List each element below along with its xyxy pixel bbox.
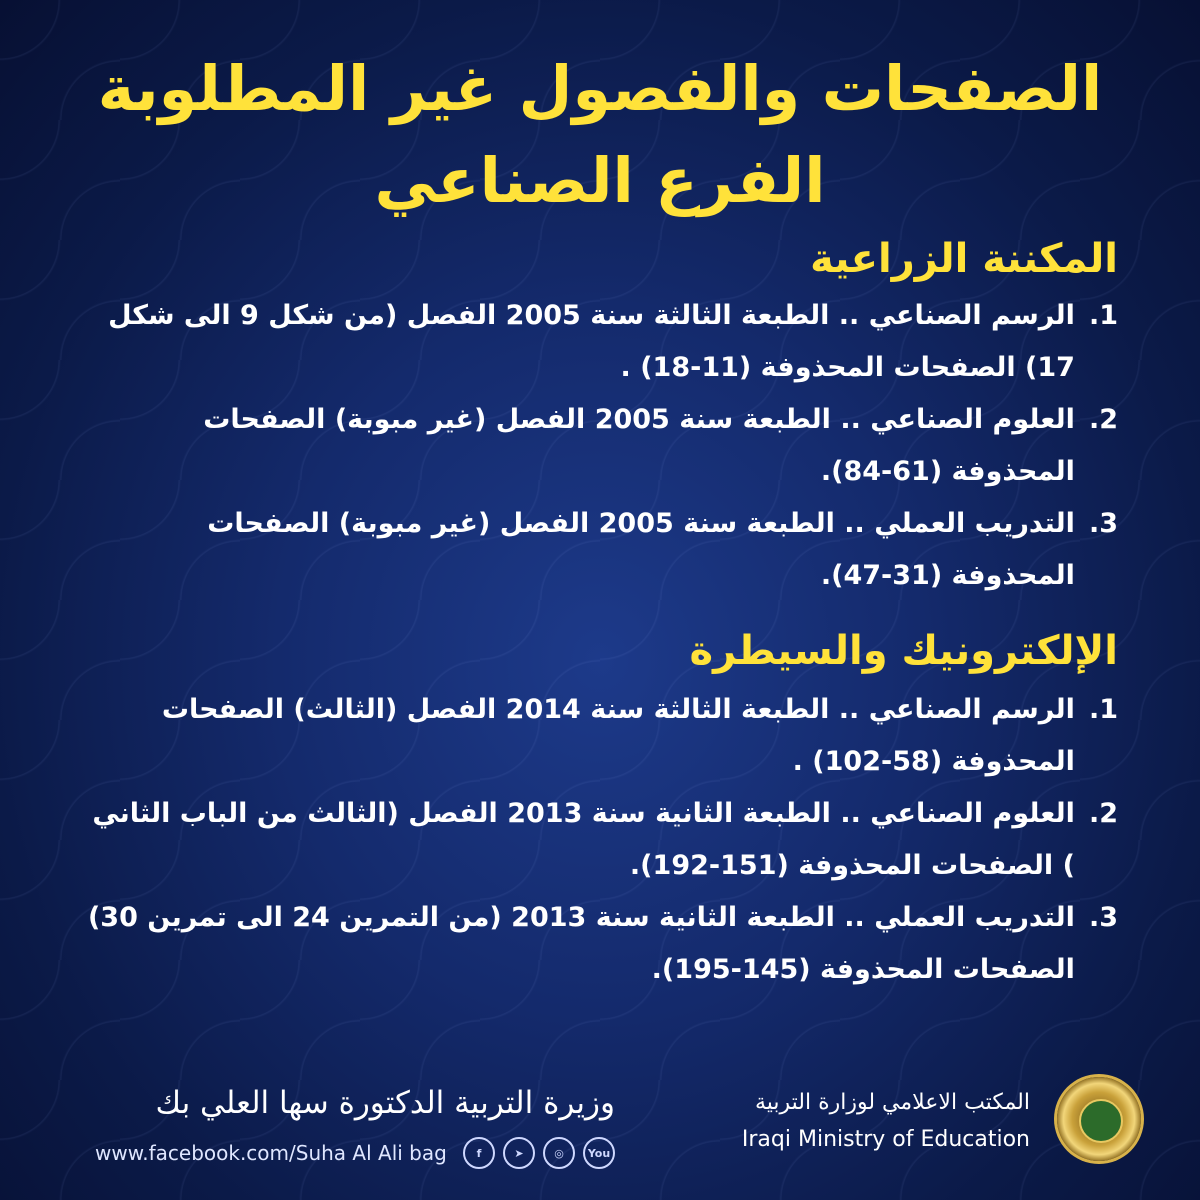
page-title: الصفحات والفصول غير المطلوبة [97, 52, 1103, 125]
list-item-number: 2. [1088, 798, 1118, 829]
list-item [78, 498, 1118, 602]
list-item-number: 3. [1088, 902, 1118, 933]
section-heading-agricultural: المكننة الزراعية [810, 236, 1118, 282]
list-item-text: التدريب العملي .. الطبعة سنة 2005 الفصل (غير مبوبة) الصفحات المحذوفة (31-47). [207, 508, 1075, 591]
media-office-english: Iraqi Ministry of Education [741, 1127, 1030, 1152]
section-list-electronics [78, 684, 1118, 996]
list-item [78, 684, 1118, 788]
ministry-emblem-logo [1057, 1077, 1141, 1161]
list-item-number: 2. [1088, 404, 1118, 435]
media-office-arabic: المكتب الاعلامي لوزارة التربية [754, 1090, 1030, 1115]
section-list-agricultural [78, 290, 1118, 602]
list-item-number: 1. [1088, 300, 1118, 331]
telegram-icon[interactable]: ➤ [503, 1137, 535, 1169]
facebook-url-link[interactable]: www.facebook.com/Suha Al Ali bag [95, 1141, 447, 1165]
social-icons [463, 1137, 615, 1169]
list-item-text: الرسم الصناعي .. الطبعة الثالثة سنة 2005 الفصل (من شكل 9 الى شكل 17) الصفحات المحذوفة (11-18) . [108, 300, 1075, 383]
list-item-text: العلوم الصناعي .. الطبعة سنة 2005 الفصل (غير مبوبة) الصفحات المحذوفة (61-84). [203, 404, 1075, 487]
list-item-text: الرسم الصناعي .. الطبعة الثالثة سنة 2014 الفصل (الثالث) الصفحات المحذوفة (58-102) . [161, 694, 1075, 777]
list-item [78, 788, 1118, 892]
facebook-row [95, 1137, 615, 1169]
list-item [78, 394, 1118, 498]
list-item [78, 892, 1118, 996]
list-item [78, 290, 1118, 394]
list-item-number: 1. [1088, 694, 1118, 725]
footer-office-block [700, 1082, 1030, 1152]
youtube-icon[interactable]: You [583, 1137, 615, 1169]
page-subtitle: الفرع الصناعي [374, 144, 826, 217]
list-item-text: العلوم الصناعي .. الطبعة الثانية سنة 2013 الفصل (الثالث من الباب الثاني ) الصفحات المحذوفة (151-192). [92, 798, 1075, 881]
emblem-center [1079, 1099, 1123, 1143]
web-icon[interactable]: ◎ [543, 1137, 575, 1169]
list-item-number: 3. [1088, 508, 1118, 539]
footer-minister-block [95, 1085, 615, 1169]
section-heading-electronics: الإلكترونيك والسيطرة [689, 628, 1118, 674]
facebook-icon[interactable]: f [463, 1137, 495, 1169]
list-item-text: التدريب العملي .. الطبعة الثانية سنة 2013 (من التمرين 24 الى تمرين 30) الصفحات المحذوفة (145-195). [87, 902, 1075, 985]
minister-name: وزيرة التربية الدكتورة سها العلي بك [155, 1085, 615, 1121]
